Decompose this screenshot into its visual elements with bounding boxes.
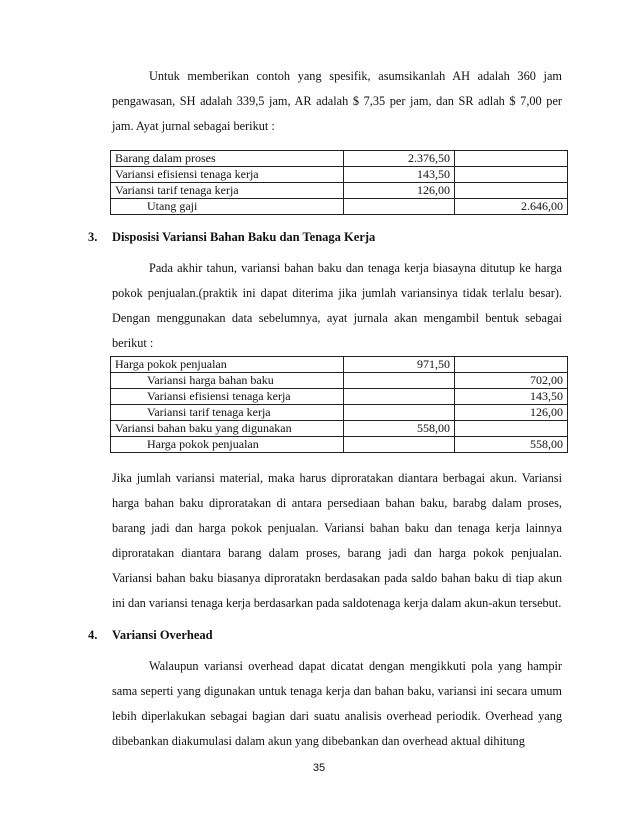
table-row	[111, 183, 568, 199]
credit-cell	[455, 357, 568, 373]
credit-cell	[455, 421, 568, 437]
journal-table-1	[110, 150, 568, 215]
table-row	[111, 421, 568, 437]
credit-cell: 558,00	[455, 437, 568, 453]
variance-proration-paragraph: Jika jumlah variansi material, maka harus diproratakan diantara berbagai akun. Variansi harga bahan baku diproratakan di antara persediaan bahan baku, barabg dalam proses, barang jadi dan harga pokok penjualan. Variansi bahan baku dan tenaga kerja lainnya diproratakan diantara barang dalam proses, barang jadi dan harga pokok penjualan. Variansi bahan baku biasanya diproratakn berdasakan pada saldo bahan baku di tiap akun ini dan variansi tenaga kerja berdasarkan pada saldotenaga kerja dalam akun-akun tersebut.	[112, 471, 562, 610]
section-title: Disposisi Variansi Bahan Baku dan Tenaga Kerja	[112, 230, 376, 244]
section-4-heading	[88, 628, 213, 643]
credit-cell	[455, 183, 568, 199]
section-3-paragraph: Pada akhir tahun, variansi bahan baku dan tenaga kerja biasayna ditutup ke harga pokok penjualan.(praktik ini dapat diterima jika jumlah variansinya tidak terlalu besar). Dengan menggunakan data sebelumnya, ayat jurnala akan mengambil bentuk sebagai berikut :	[112, 261, 562, 350]
debit-cell	[344, 437, 455, 453]
credit-cell	[455, 167, 568, 183]
credit-cell: 143,50	[455, 389, 568, 405]
table-row	[111, 167, 568, 183]
account-cell: Barang dalam proses	[111, 151, 344, 167]
section-number: 3.	[88, 230, 98, 244]
credit-cell: 702,00	[455, 373, 568, 389]
debit-cell: 971,50	[344, 357, 455, 373]
table-row	[111, 389, 568, 405]
account-cell: Variansi tarif tenaga kerja	[111, 405, 344, 421]
journal-table-2	[110, 356, 568, 453]
account-cell: Variansi efisiensi tenaga kerja	[111, 167, 344, 183]
section-4-paragraph: Walaupun variansi overhead dapat dicatat dengan mengikkuti pola yang hampir sama seperti yang digunakan untuk tenaga kerja dan bahan baku, variansi ini secara umum lebih diperlakukan sebagai bagian dari suatu analisis overhead periodik. Overhead yang dibebankan diakumulasi dalam akun yang dibebankan dan overhead aktual dihitung	[112, 659, 562, 748]
credit-cell: 2.646,00	[455, 199, 568, 215]
debit-cell: 558,00	[344, 421, 455, 437]
debit-cell	[344, 199, 455, 215]
section-title: Variansi Overhead	[112, 628, 213, 642]
debit-cell	[344, 389, 455, 405]
table-row	[111, 357, 568, 373]
account-cell: Variansi bahan baku yang digunakan	[111, 421, 344, 437]
table-row	[111, 199, 568, 215]
account-cell: Variansi tarif tenaga kerja	[111, 183, 344, 199]
debit-cell: 2.376,50	[344, 151, 455, 167]
account-cell: Variansi harga bahan baku	[111, 373, 344, 389]
credit-cell	[455, 151, 568, 167]
section-3-heading	[88, 230, 375, 245]
section-number: 4.	[88, 628, 98, 642]
table-row	[111, 151, 568, 167]
account-cell: Utang gaji	[111, 199, 344, 215]
table-row	[111, 405, 568, 421]
account-cell: Harga pokok penjualan	[111, 437, 344, 453]
debit-cell	[344, 373, 455, 389]
account-cell: Harga pokok penjualan	[111, 357, 344, 373]
debit-cell: 143,50	[344, 167, 455, 183]
intro-paragraph: Untuk memberikan contoh yang spesifik, asumsikanlah AH adalah 360 jam pengawasan, SH adalah 339,5 jam, AR adalah $ 7,35 per jam, dan SR adlah $ 7,00 per jam. Ayat jurnal sebagai berikut :	[112, 69, 562, 133]
table-row	[111, 373, 568, 389]
table-row	[111, 437, 568, 453]
page-number: 35	[312, 762, 326, 774]
credit-cell: 126,00	[455, 405, 568, 421]
account-cell: Variansi efisiensi tenaga kerja	[111, 389, 344, 405]
debit-cell	[344, 405, 455, 421]
debit-cell: 126,00	[344, 183, 455, 199]
